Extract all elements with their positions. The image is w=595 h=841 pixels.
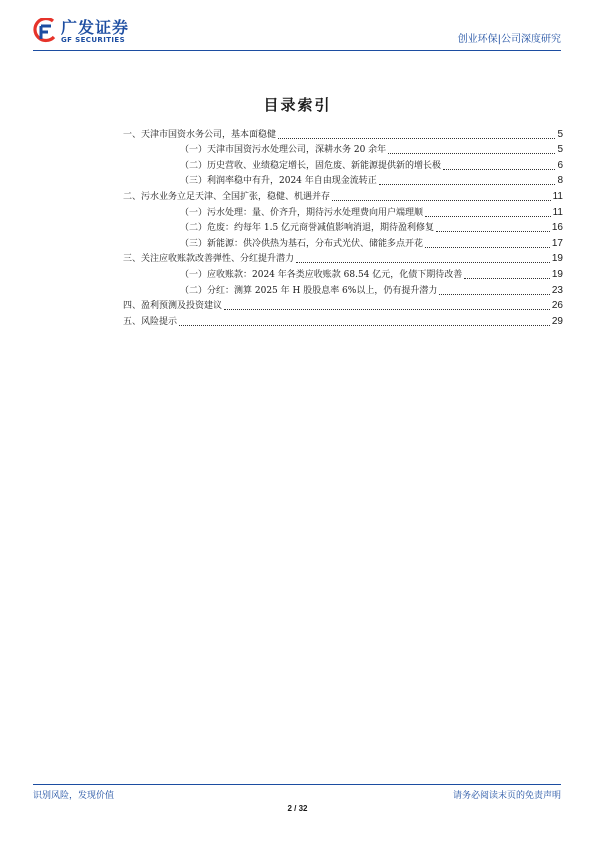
toc-entry-text: （一）污水处理：量、价齐升，期待污水处理费向用户端理顺 bbox=[180, 207, 424, 218]
toc-leader-dots bbox=[388, 152, 555, 154]
toc-entry-text: 五、风险提示 bbox=[123, 316, 178, 327]
page-number: 2 / 32 bbox=[287, 804, 308, 813]
footer-disclaimer-note: 请务必阅读末页的免责声明 bbox=[452, 791, 561, 801]
toc-entry-text: （三）新能源：供冷供热为基石，分布式光伏、储能多点开花 bbox=[180, 238, 424, 249]
toc-entry-page: 29 bbox=[551, 315, 563, 327]
toc-leader-dots bbox=[439, 293, 550, 295]
toc-entry[interactable] bbox=[123, 281, 563, 297]
toc-entry-page: 19 bbox=[551, 268, 563, 280]
toc-leader-dots bbox=[425, 215, 551, 217]
toc-entry[interactable] bbox=[123, 203, 563, 219]
footer-slogan: 识别风险，发现价值 bbox=[33, 791, 115, 801]
report-category: 创业环保|公司深度研究 bbox=[457, 34, 561, 45]
logo-english-name: GF SECURITIES bbox=[61, 36, 126, 44]
company-logo bbox=[33, 14, 163, 48]
toc-leader-dots bbox=[425, 246, 550, 248]
toc-entry-text: 四、盈利预测及投资建议 bbox=[123, 301, 223, 312]
toc-entry-text: 二、污水业务立足天津、全国扩张，稳健、机遇并存 bbox=[123, 191, 331, 202]
toc-entry[interactable] bbox=[123, 219, 563, 235]
toc-title: 目录索引 bbox=[263, 96, 332, 114]
toc-entry-text: 一、天津市国资水务公司，基本面稳健 bbox=[123, 129, 277, 140]
logo-chinese-name: 广发证券 bbox=[61, 18, 130, 37]
header-divider bbox=[33, 50, 561, 51]
toc-leader-dots bbox=[332, 199, 551, 201]
toc-entry-text: （二）分红：测算 2025 年 H 股股息率 6%以上，仍有提升潜力 bbox=[180, 285, 438, 296]
toc-entry-page: 5 bbox=[557, 144, 563, 156]
toc-entry-page: 6 bbox=[557, 159, 563, 171]
toc-entry-text: （三）利润率稳中有升，2024 年自由现金流转正 bbox=[180, 176, 377, 187]
toc-entry[interactable] bbox=[123, 234, 563, 250]
toc-entry[interactable] bbox=[123, 141, 563, 157]
toc-entry[interactable] bbox=[123, 265, 563, 281]
toc-entry-text: 三、关注应收账款改善弹性、分红提升潜力 bbox=[123, 254, 295, 265]
toc-leader-dots bbox=[464, 277, 550, 279]
toc-entry[interactable] bbox=[123, 297, 563, 313]
gf-logo-icon bbox=[33, 18, 57, 44]
toc-entry-page: 8 bbox=[557, 175, 563, 187]
toc-entry-page: 11 bbox=[552, 206, 563, 218]
toc-entry-text: （一）天津市国资污水处理公司，深耕水务 20 余年 bbox=[180, 145, 387, 156]
toc-entry-page: 11 bbox=[552, 190, 563, 202]
toc-leader-dots bbox=[278, 137, 555, 139]
toc-entry[interactable] bbox=[123, 312, 563, 328]
page-header bbox=[33, 14, 561, 52]
toc-entry[interactable] bbox=[123, 187, 563, 203]
footer-divider bbox=[33, 784, 561, 785]
toc-entry-page: 19 bbox=[551, 253, 563, 265]
toc-entry-text: （二）危废：约每年 1.5 亿元商誉减值影响消退，期待盈利修复 bbox=[180, 223, 435, 234]
toc-entry-text: （二）历史营收、业绩稳定增长，固危废、新能源提供新的增长极 bbox=[180, 160, 442, 171]
toc-leader-dots bbox=[443, 168, 555, 170]
toc-leader-dots bbox=[436, 230, 550, 232]
toc-entry-page: 5 bbox=[557, 128, 563, 140]
toc-entry-page: 17 bbox=[551, 237, 563, 249]
toc-leader-dots bbox=[379, 183, 556, 185]
toc-leader-dots bbox=[179, 324, 550, 326]
toc-entry[interactable] bbox=[123, 172, 563, 188]
toc-entry-page: 23 bbox=[551, 284, 563, 296]
toc-leader-dots bbox=[296, 261, 550, 263]
toc-entry[interactable] bbox=[123, 156, 563, 172]
toc-entry[interactable] bbox=[123, 125, 563, 141]
toc-entry-page: 16 bbox=[551, 222, 563, 234]
toc-entry-page: 26 bbox=[551, 300, 563, 312]
toc-entry-text: （一）应收账款：2024 年各类应收账款 68.54 亿元，化债下期待改善 bbox=[180, 269, 463, 280]
table-of-contents bbox=[123, 125, 563, 328]
toc-entry[interactable] bbox=[123, 250, 563, 266]
toc-leader-dots bbox=[224, 308, 550, 310]
